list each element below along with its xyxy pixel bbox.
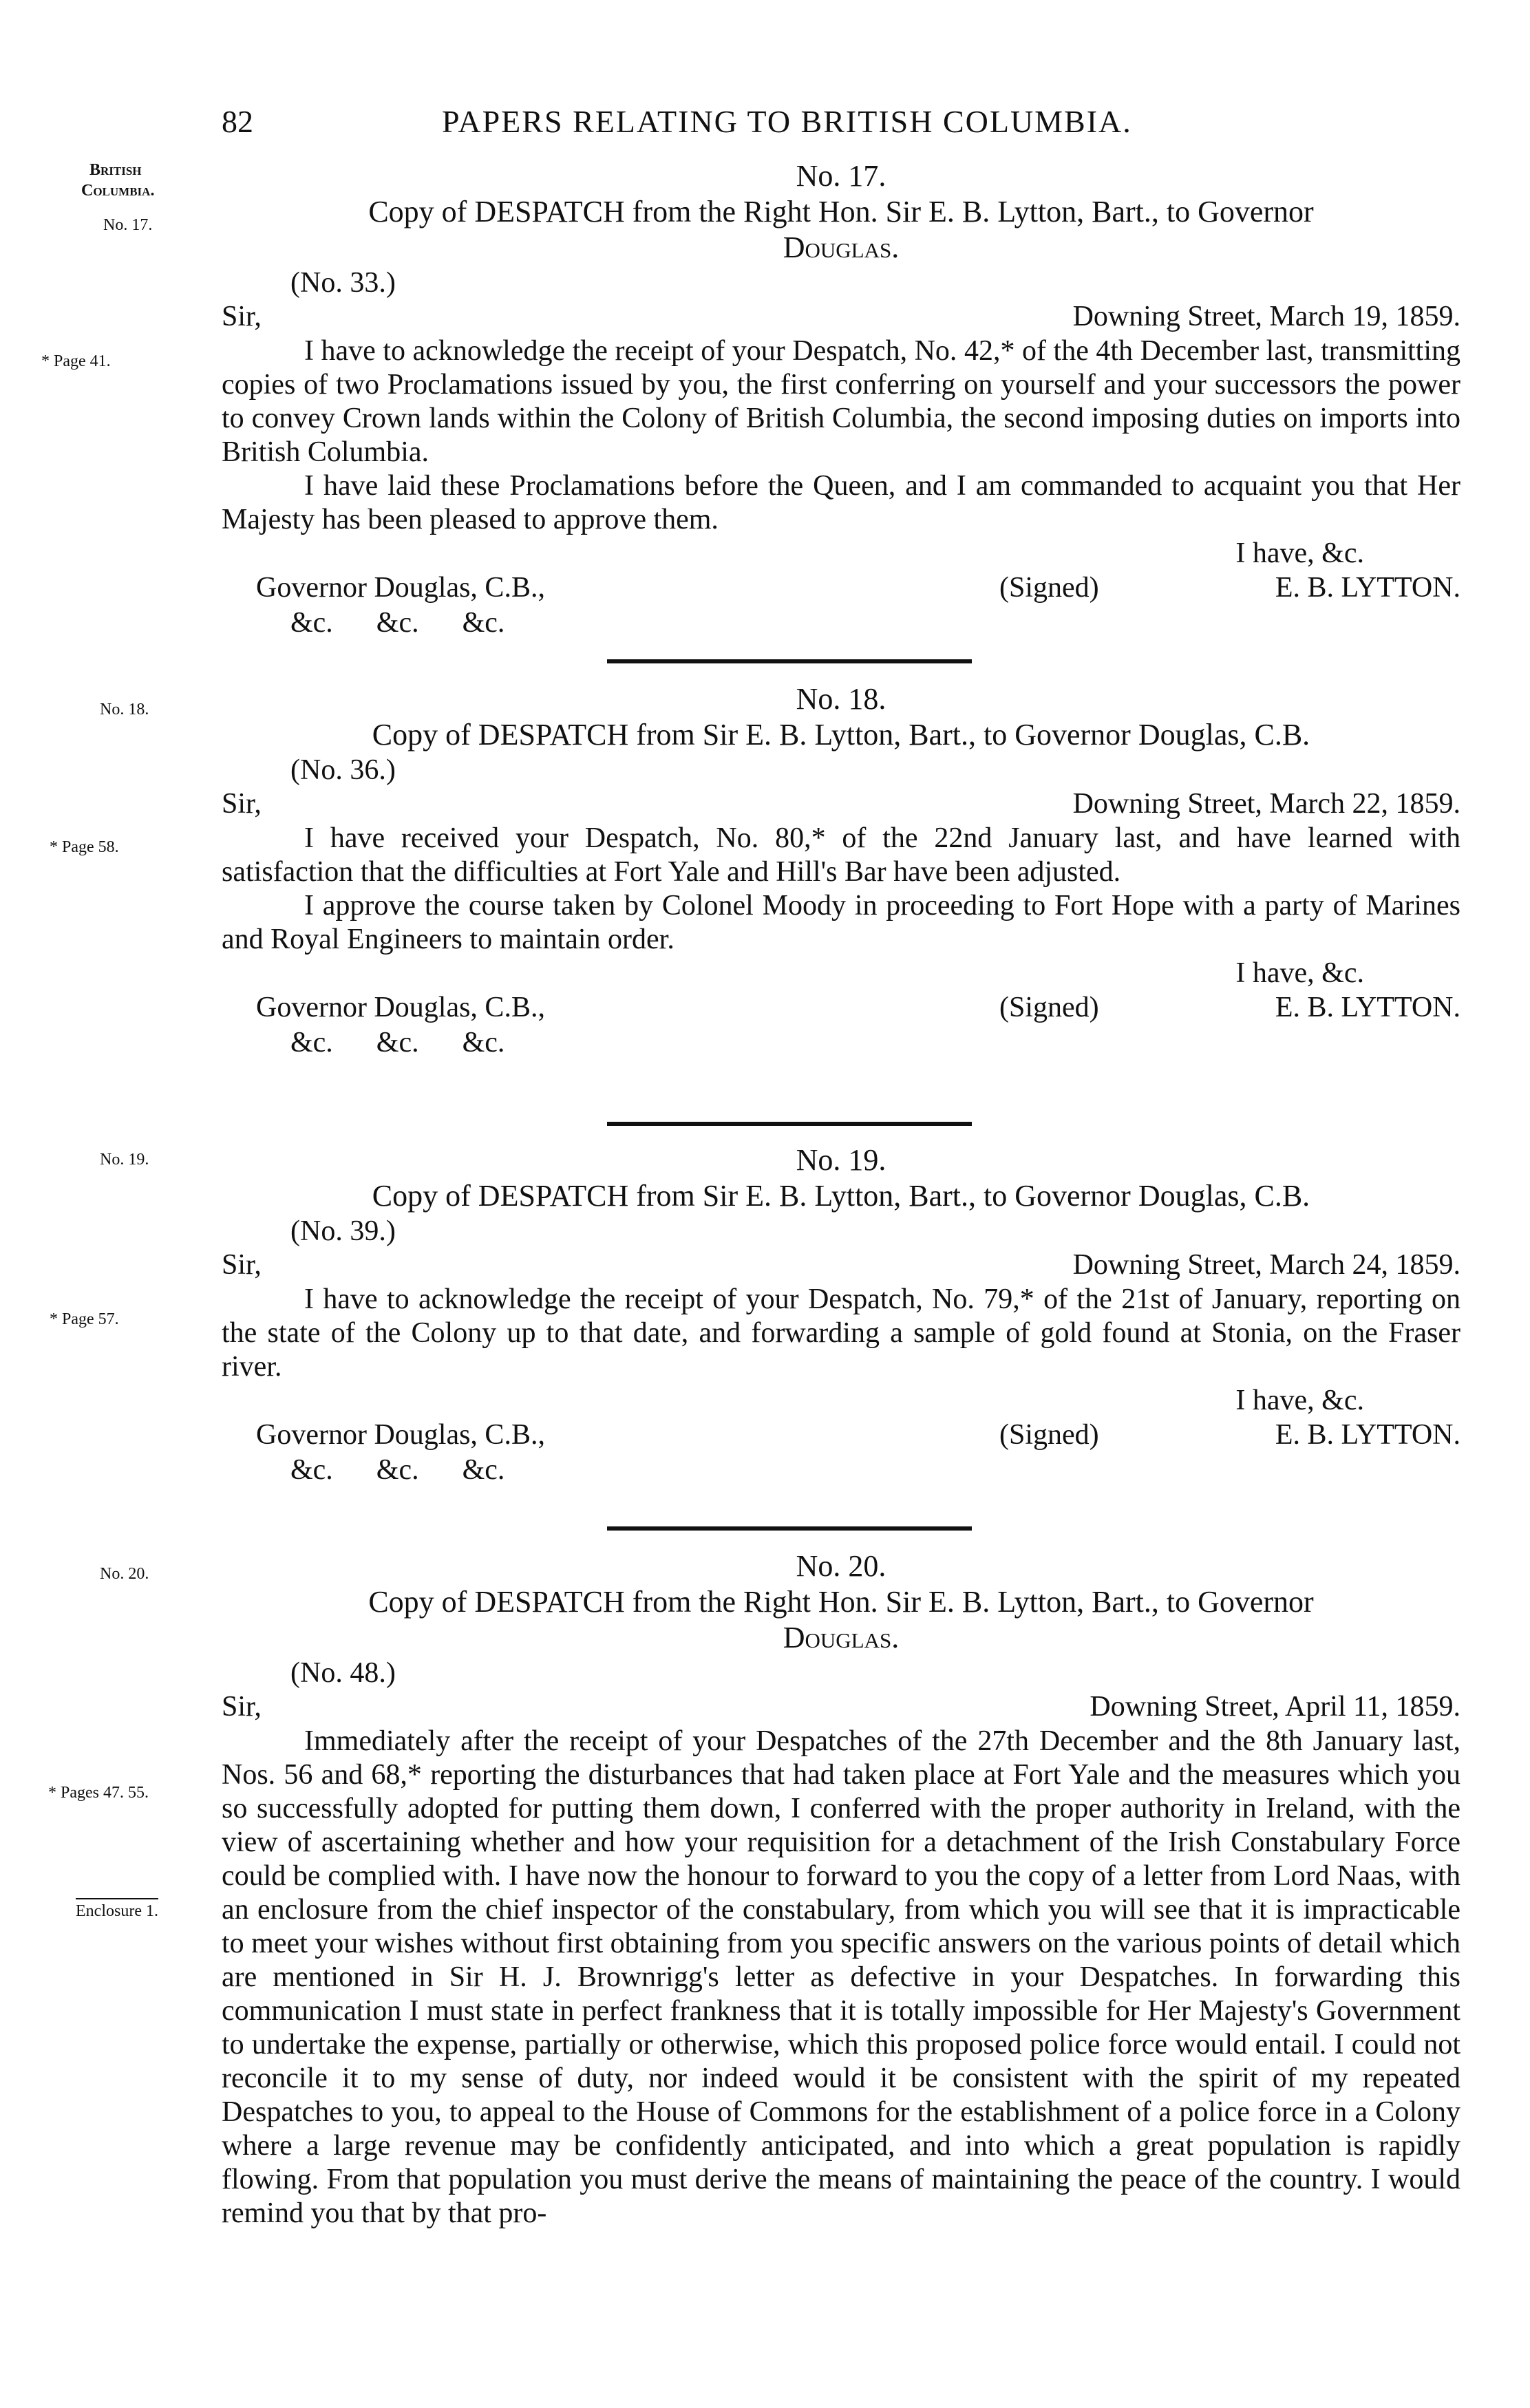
salutation: Sir, — [222, 788, 262, 820]
salutation: Sir, — [222, 301, 262, 332]
closing-line — [222, 537, 1460, 571]
signed-label: (Signed) — [999, 992, 1099, 1023]
margin-no-20: No. 20. — [100, 1565, 149, 1583]
despatch-19 — [222, 1142, 1460, 1487]
dateline — [222, 787, 1460, 822]
despatch-reference: (No. 39.) — [290, 1215, 396, 1247]
despatch-date: Downing Street, April 11, 1859. — [1090, 1691, 1460, 1723]
despatch-date: Downing Street, March 19, 1859. — [1072, 301, 1460, 332]
signed-label: (Signed) — [999, 572, 1099, 604]
despatch-heading: Copy of DESPATCH from Sir E. B. Lytton, Bart., to Governor Douglas, C.B. — [372, 1179, 1310, 1213]
paragraph: Immediately after the receipt of your Despatches of the 27th December and the 8th January last, Nos. 56 and 68,* reporting the disturbances that had taken place at Fort Yale and the measures which you so successfully adopted for putting them down, I conferred with the proper authority in Ireland, with the view of ascertaining whether and how your requisition for a detachment of the Irish Constabulary Force could be complied with. I have now the honour to forward to you the copy of a letter from Lord Naas, with an enclosure from the chief inspector of the constabulary, from which you will see that it is impracticable to meet your wishes without first obtaining from you specific answers on the various points of detail which are mentioned in Sir H. J. Brownrigg's letter as defective in your Despatches. In forwarding this communication I must state in perfect frankness that it is totally impossible for Her Majesty's Government to undertake the expense, partially or otherwise, which this proposed police force would entail. I could not reconcile it to my sense of duty, nor indeed would it be consistent with the spirit of my repeated Despatches to you, to appeal to the House of Commons for the establishment of a police force in a Colony where a large revenue may be confidently anticipated, and into which a great population is rapidly flowing. From that population you must derive the means of maintaining the peace of the country. I would remind you that by that pro- — [222, 1725, 1460, 2229]
despatch-heading: Copy of DESPATCH from the Right Hon. Sir E. B. Lytton, Bart., to Governor — [368, 195, 1314, 228]
etc-line: &c. &c. &c. — [290, 607, 505, 639]
despatch-number: No. 17. — [796, 159, 886, 193]
despatch-number: No. 20. — [796, 1549, 886, 1583]
despatch-18 — [222, 681, 1460, 1060]
signer: E. B. LYTTON. — [1275, 992, 1460, 1023]
paragraph: I have to acknowledge the receipt of your Despatch, No. 79,* of the 21st of January, reporting on the state of the Colony up to that date, and forwarding a sample of gold found at Stonia, on the Fraser river. — [222, 1283, 1460, 1383]
signature-line — [222, 1418, 1460, 1453]
despatch-reference: (No. 48.) — [290, 1657, 396, 1689]
despatch-20 — [222, 1548, 1460, 2230]
closing: I have, &c. — [1235, 1385, 1364, 1416]
dateline — [222, 300, 1460, 334]
dateline — [222, 1690, 1460, 1725]
despatch-17 — [222, 158, 1460, 640]
paragraph: I have to acknowledge the receipt of your Despatch, No. 42,* of the 4th December last, transmitting copies of two Proclamations issued by you, the first conferring on yourself and your successors the power to convey Crown lands within the Colony of British Columbia, the second imposing duties on imports into British Columbia. — [222, 335, 1460, 468]
page-number: 82 — [222, 104, 253, 139]
etc-line: &c. &c. &c. — [290, 1027, 505, 1058]
margin-no-17: No. 17. — [103, 216, 153, 234]
margin-page-41: * Page 41. — [41, 352, 111, 370]
section-divider — [607, 659, 972, 663]
dateline — [222, 1248, 1460, 1283]
running-title: PAPERS RELATING TO BRITISH COLUMBIA. — [442, 104, 1132, 139]
despatch-date: Downing Street, March 22, 1859. — [1072, 788, 1460, 820]
section-divider — [607, 1122, 972, 1126]
margin-no-18: No. 18. — [100, 701, 149, 718]
despatch-date: Downing Street, March 24, 1859. — [1072, 1249, 1460, 1281]
closing: I have, &c. — [1235, 957, 1364, 989]
paragraph: I have received your Despatch, No. 80,* of the 22nd January last, and have learned with satisfaction that the difficulties at Fort Yale and Hill's Bar have been adjusted. — [222, 822, 1460, 888]
salutation: Sir, — [222, 1691, 262, 1723]
signature-line — [222, 991, 1460, 1025]
signature-line — [222, 571, 1460, 606]
addressee: Governor Douglas, C.B., — [256, 572, 545, 604]
closing-line — [222, 957, 1460, 991]
margin-page-57: * Page 57. — [50, 1310, 119, 1328]
signer: E. B. LYTTON. — [1275, 572, 1460, 604]
despatch-heading: Copy of DESPATCH from Sir E. B. Lytton, Bart., to Governor Douglas, C.B. — [372, 718, 1310, 752]
etc-line: &c. &c. &c. — [290, 1454, 505, 1486]
paragraph: I approve the course taken by Colonel Moody in proceeding to Fort Hope with a party of Marines and Royal Engineers to maintain order. — [222, 890, 1460, 955]
despatch-heading-cont: Douglas. — [783, 1621, 900, 1654]
despatch-reference: (No. 36.) — [290, 754, 396, 786]
margin-page-58: * Page 58. — [50, 838, 119, 856]
margin-section-line2: Columbia. — [81, 182, 155, 200]
signed-label: (Signed) — [999, 1419, 1099, 1451]
despatch-reference: (No. 33.) — [290, 267, 396, 299]
margin-no-19: No. 19. — [100, 1151, 149, 1169]
margin-pages-47-55: * Pages 47. 55. — [48, 1784, 149, 1802]
margin-section-line1: British — [89, 161, 142, 179]
closing-line — [222, 1384, 1460, 1418]
despatch-heading-cont: Douglas. — [783, 231, 900, 264]
section-divider — [607, 1526, 972, 1531]
despatch-number: No. 19. — [796, 1143, 886, 1177]
paragraph: I have laid these Proclamations before the Queen, and I am commanded to acquaint you that Her Majesty has been pleased to approve them. — [222, 470, 1460, 535]
closing: I have, &c. — [1235, 537, 1364, 569]
addressee: Governor Douglas, C.B., — [256, 1419, 545, 1451]
despatch-heading: Copy of DESPATCH from the Right Hon. Sir E. B. Lytton, Bart., to Governor — [368, 1585, 1314, 1619]
margin-enclosure-1: Enclosure 1. — [76, 1898, 158, 1921]
signer: E. B. LYTTON. — [1275, 1419, 1460, 1451]
salutation: Sir, — [222, 1249, 262, 1281]
page-header — [222, 103, 1460, 151]
addressee: Governor Douglas, C.B., — [256, 992, 545, 1023]
despatch-number: No. 18. — [796, 682, 886, 716]
